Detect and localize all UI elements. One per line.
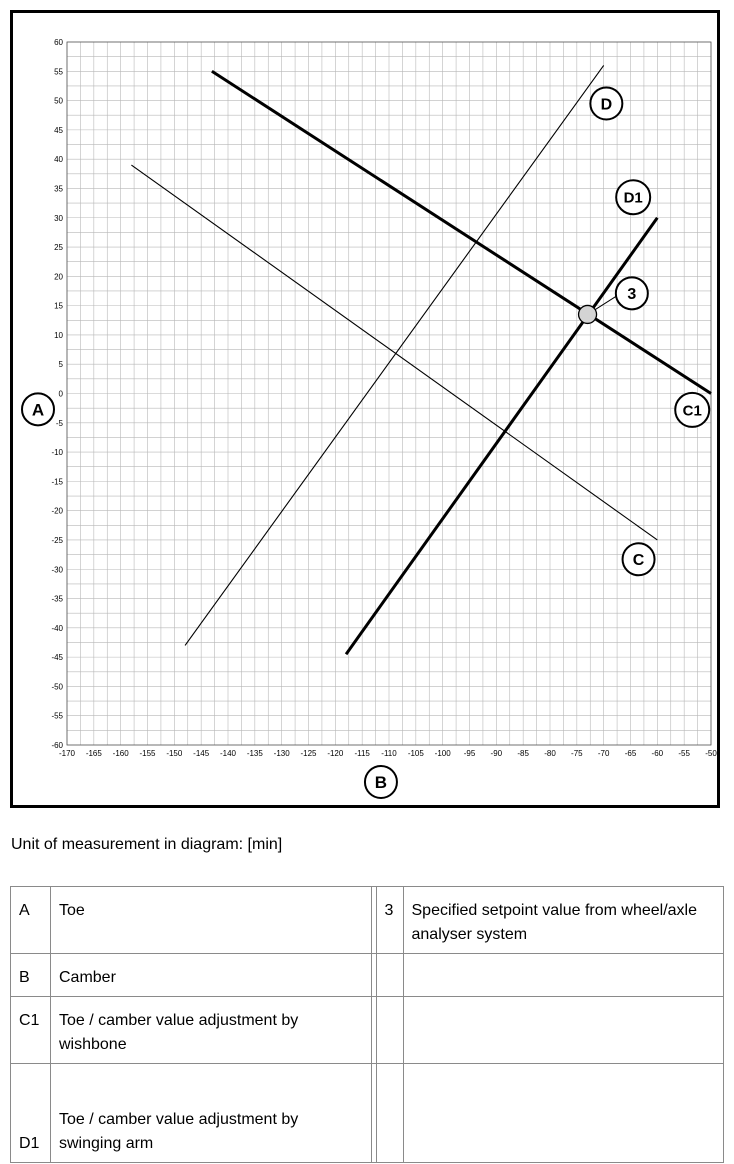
series-line-d1 — [346, 218, 657, 654]
x-tick-label: -80 — [544, 749, 556, 758]
legend-text: Toe — [51, 887, 372, 954]
series-line-c — [131, 165, 657, 540]
y-tick-label: -5 — [55, 418, 63, 428]
y-tick-label: 25 — [54, 243, 63, 253]
series-label-c: C — [632, 552, 645, 570]
x-tick-label: -145 — [193, 749, 210, 758]
series-label-d: D — [600, 96, 613, 114]
x-tick-label: -85 — [517, 749, 529, 758]
legend-text-2 — [403, 954, 724, 997]
x-tick-label: -65 — [624, 749, 637, 758]
x-tick-label: -155 — [139, 749, 156, 758]
y-tick-label: -45 — [51, 653, 63, 663]
series-label-d1: D1 — [623, 189, 643, 207]
x-tick-label: -160 — [112, 749, 129, 758]
y-tick-label: -35 — [51, 594, 63, 604]
legend-row — [11, 997, 724, 1064]
legend-text: Toe / camber value adjustment by swinging arm — [51, 1064, 372, 1163]
x-tick-label: -165 — [85, 749, 102, 758]
y-tick-label: 30 — [54, 213, 63, 223]
y-tick-label: -25 — [51, 535, 63, 545]
axis-marker-b: B — [374, 773, 388, 793]
legend-key-2: 3 — [376, 887, 403, 954]
legend-text-2 — [403, 997, 724, 1064]
y-tick-label: -40 — [51, 623, 63, 633]
y-tick-label: 35 — [54, 184, 63, 194]
legend-text: Toe / camber value adjustment by wishbone — [51, 997, 372, 1064]
legend-row — [11, 1064, 724, 1163]
y-tick-label: -15 — [51, 477, 63, 487]
y-tick-label: 20 — [54, 272, 63, 282]
legend-key: C1 — [11, 997, 51, 1064]
legend-table — [10, 886, 724, 1163]
x-tick-label: -170 — [58, 749, 76, 758]
chart-frame — [10, 10, 720, 808]
x-tick-label: -60 — [651, 749, 664, 758]
y-tick-label: -55 — [51, 711, 63, 721]
legend-key: B — [11, 954, 51, 997]
x-tick-label: -100 — [434, 749, 451, 758]
x-tick-label: -50 — [705, 749, 717, 758]
x-tick-label: -105 — [407, 749, 424, 758]
x-tick-label: -115 — [354, 749, 370, 758]
y-tick-label: 40 — [54, 155, 63, 165]
y-tick-label: 15 — [54, 301, 63, 311]
axis-marker-a: A — [31, 400, 45, 420]
x-tick-label: -120 — [327, 749, 344, 758]
x-tick-label: -130 — [273, 749, 290, 758]
y-tick-label: -60 — [51, 741, 63, 750]
y-tick-label: -20 — [51, 506, 63, 516]
legend-key: A — [11, 887, 51, 954]
x-tick-label: -125 — [300, 749, 317, 758]
legend-key: D1 — [11, 1064, 51, 1163]
legend-row — [11, 887, 724, 954]
legend-key-2 — [376, 954, 403, 997]
y-tick-label: 50 — [54, 96, 63, 106]
legend-text: Camber — [51, 954, 372, 997]
y-tick-label: -10 — [51, 448, 63, 458]
x-tick-label: -140 — [219, 749, 237, 758]
x-tick-label: -135 — [246, 749, 263, 758]
y-tick-label: 5 — [58, 360, 63, 370]
legend-key-2 — [376, 1064, 403, 1163]
x-tick-label: -75 — [571, 749, 583, 758]
legend-row — [11, 954, 724, 997]
y-tick-label: 55 — [54, 67, 63, 77]
adjustment-chart — [13, 13, 723, 811]
x-tick-label: -110 — [381, 749, 397, 758]
x-tick-label: -150 — [166, 749, 183, 758]
x-tick-label: -95 — [463, 749, 476, 758]
legend-text-2: Specified setpoint value from wheel/axle analyser system — [403, 887, 724, 954]
y-tick-label: 45 — [54, 125, 63, 135]
setpoint-marker — [579, 305, 597, 323]
legend-text-2 — [403, 1064, 724, 1163]
x-tick-label: -55 — [678, 749, 690, 758]
y-tick-label: -50 — [51, 682, 63, 692]
legend-key-2 — [376, 997, 403, 1064]
y-tick-label: 0 — [58, 389, 63, 399]
unit-note: Unit of measurement in diagram: [min] — [11, 836, 283, 853]
y-tick-label: 60 — [54, 38, 63, 47]
setpoint-label: 3 — [627, 286, 637, 304]
y-tick-label: -30 — [51, 565, 63, 575]
x-tick-label: -70 — [597, 749, 610, 758]
x-tick-label: -90 — [490, 749, 503, 758]
series-line-d — [185, 65, 604, 645]
y-tick-label: 10 — [54, 330, 63, 340]
series-label-c1: C1 — [682, 402, 702, 420]
